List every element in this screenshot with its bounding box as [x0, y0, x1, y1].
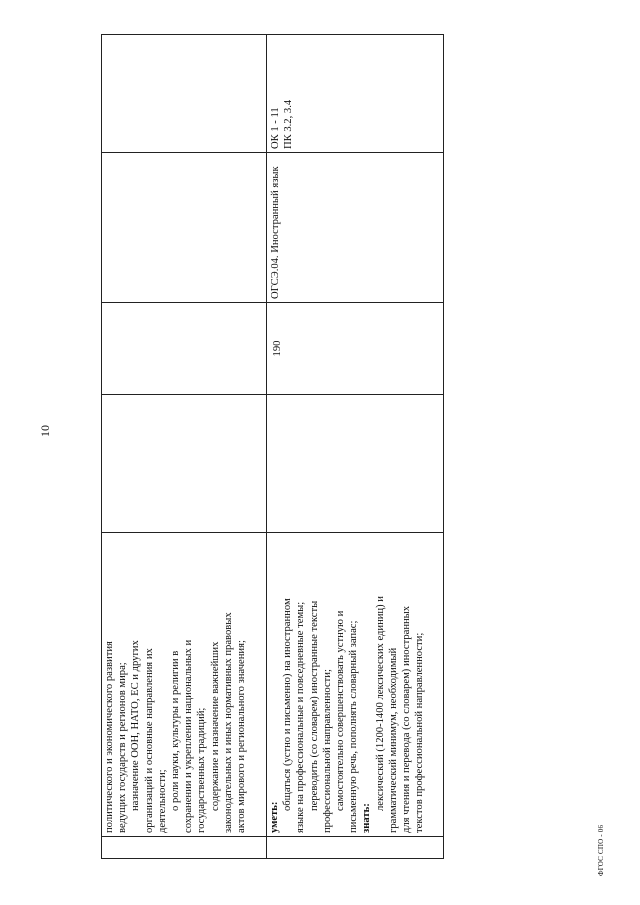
empty-cell: [102, 395, 267, 533]
curriculum-table: [101, 35, 444, 859]
hours-cell-row1: [102, 303, 267, 395]
footer-code: ФГОС СПО - 06: [597, 824, 605, 876]
content-line: государственных традиций;: [196, 707, 208, 833]
content-line: назначение ООН, НАТО, ЕС и других: [130, 640, 142, 811]
umet-heading: уметь:: [269, 801, 280, 833]
content-line: профессиональной направленности;: [321, 669, 333, 833]
competency-ok: ОК 1 - 11: [270, 107, 281, 149]
content-line: текстов профессиональной направленности;: [414, 632, 426, 833]
content-line: организаций и основные направления их: [143, 648, 155, 833]
content-cell-row1: [102, 533, 267, 837]
competencies-cell-row1: [102, 35, 267, 153]
empty-cell: [267, 395, 444, 533]
znat-heading: знать:: [361, 803, 373, 833]
content-line: сохранении и укреплении национальных и: [183, 639, 195, 833]
content-line: общаться (устно и письменно) на иностранном: [282, 598, 294, 811]
content-line: для чтения и перевода (со словарем) иностранных: [401, 605, 413, 833]
table-row-2: [267, 35, 444, 859]
table-row-1: [102, 35, 267, 859]
curriculum-table-grid: [101, 34, 444, 859]
content-cell-row2: [267, 533, 444, 837]
content-line: о роли науки, культуры и религии в: [170, 650, 182, 811]
page-number: 10: [38, 425, 52, 437]
content-line: деятельности;: [156, 769, 168, 833]
content-line: законодательных и иных нормативных правовых: [222, 612, 234, 833]
content-line: ведущих государств и регионов мира;: [117, 662, 129, 833]
content-line: содержание и назначение важнейших: [209, 641, 221, 811]
discipline-name: ОГСЭ.04. Иностранный язык: [267, 153, 444, 303]
content-line: письменную речь, пополнять словарный запас;: [348, 620, 360, 833]
content-line: самостоятельно совершенствовать устную и: [335, 610, 347, 811]
hours-value: 190: [267, 303, 444, 395]
index-cell: [102, 837, 267, 859]
content-line: грамматический минимум, необходимый: [387, 647, 399, 833]
content-line: политического и экономического развития: [104, 641, 115, 833]
competencies-cell-row2: [267, 35, 444, 153]
content-line: языке на профессиональные и повседневные темы;: [295, 601, 307, 833]
discipline-cell-row1: [102, 153, 267, 303]
content-line: лексический (1200-1400 лексических единиц) и: [374, 596, 386, 811]
index-cell: [267, 837, 444, 859]
content-line: актов мирового и регионального значения;: [236, 640, 248, 833]
competency-pk: ПК 3.2, 3.4: [283, 99, 295, 149]
content-line: переводить (со словарем) иностранные тексты: [308, 600, 320, 811]
